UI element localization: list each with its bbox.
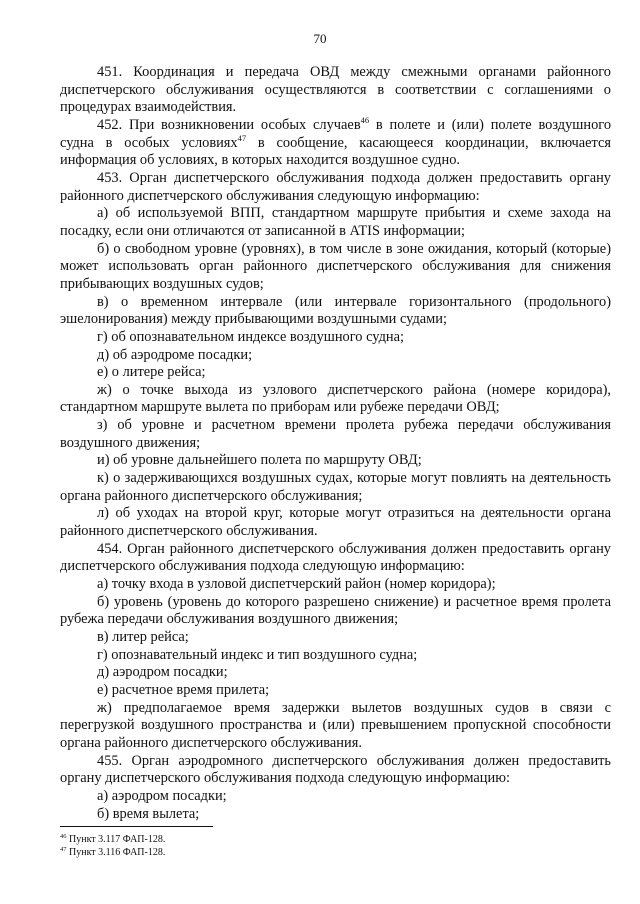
paragraph-453-item-l: л) об уходах на второй круг, которые могут отразиться на деятельности органа районного диспетчерского обслуживания. — [60, 505, 611, 540]
paragraph-454-item-e: е) расчетное время прилета; — [97, 681, 270, 698]
footnote-mark: 46 — [60, 833, 67, 840]
footnote-47 — [60, 846, 600, 859]
paragraph-455-item-b: б) время вылета; — [97, 805, 200, 822]
paragraph-452-text-c: в сообщение, касающееся координации, включается информация об условиях, в которых находится воздушное судно. — [60, 134, 612, 169]
footnote-ref-47: 47 — [237, 132, 247, 143]
paragraph-453-item-k: к) о задерживающихся воздушных судах, которые могут повлиять на деятельность органа районного диспетчерского обслуживания; — [60, 470, 611, 504]
paragraph-453-item-z: з) об уровне и расчетном времени пролета рубежа передачи обслуживания воздушного движения; — [60, 417, 611, 451]
footnote-ref-46: 46 — [360, 114, 370, 125]
paragraph-454: 454. Орган районного диспетчерского обслуживания должен предоставить органу диспетчерского обслуживания подхода следующую информацию: — [60, 540, 611, 575]
paragraph-454-item-g: г) опознавательный индекс и тип воздушного судна; — [97, 646, 418, 663]
footnote-46 — [60, 833, 600, 846]
paragraph-453-item-d: д) об аэродроме посадки; — [97, 346, 253, 363]
paragraph-453-item-g: г) об опознавательном индексе воздушного судна; — [97, 328, 404, 345]
paragraph-453-item-i: и) об уровне дальнейшего полета по маршруту ОВД; — [97, 452, 422, 469]
paragraph-452 — [60, 114, 612, 170]
paragraph-454-item-zh: ж) предполагаемое время задержки вылетов воздушных судов в связи с перегрузкой воздушного пространства и (или) превышением пропускной способности органа районного диспетчерского обслуживания. — [60, 699, 611, 751]
paragraph-454-item-v: в) литер рейса; — [97, 629, 189, 645]
paragraph-454-item-b: б) уровень (уровень до которого разрешено снижение) и расчетное время пролета рубежа передачи обслуживания воздушного движения; — [60, 593, 611, 628]
paragraph-453-item-e: е) о литере рейса; — [97, 364, 206, 381]
footnote-text: Пункт 3.117 ФАП-128. — [66, 834, 166, 845]
paragraph-452-text-b: в полете и (или) полете воздушного судна в особых условиях — [60, 116, 612, 151]
paragraph-453-item-a: а) об используемой ВПП, стандартном маршруте прибытия и схеме захода на посадку, если они отличаются от записанной в ATIS информации; — [60, 205, 611, 239]
paragraph-455-item-a: а) аэродром посадки; — [97, 787, 227, 804]
paragraph-451: 451. Координация и передача ОВД между смежными органами районного диспетчерского обслуживания осуществляются в соответствии с соглашениями о процедурах взаимодействия. — [60, 64, 611, 116]
paragraph-453-item-b: б) о свободном уровне (уровнях), в том числе в зоне ожидания, который (которые) может использовать орган районного диспетчерского обслуживания для снижения прибывающих воздушных судов; — [60, 240, 611, 292]
paragraph-453-item-zh: ж) о точке выхода из узлового диспетчерского района (номере коридора), стандартном маршруте вылета по приборам или рубеже передачи ОВД; — [60, 381, 611, 416]
footnote-text: Пункт 3.116 ФАП-128. — [66, 847, 166, 858]
paragraph-452-text-a: 452. При возникновении особых случаев — [97, 116, 361, 133]
paragraph-454-item-a: а) точку входа в узловой диспетчерский район (номер коридора); — [97, 576, 496, 593]
footnote-divider — [60, 826, 213, 827]
paragraph-453: 453. Орган диспетчерского обслуживания подхода должен предоставить органу районного диспетчерского обслуживания следующую информацию: — [60, 169, 611, 204]
paragraph-454-item-d: д) аэродром посадки; — [97, 664, 228, 681]
footnotes — [60, 833, 600, 859]
paragraph-453-item-v: в) о временном интервале (или интервале горизонтального (продольного) эшелонирования) между прибывающими воздушными судами; — [60, 293, 611, 328]
document-body — [60, 64, 611, 823]
page-number: 70 — [313, 31, 327, 46]
paragraph-455: 455. Орган аэродромного диспетчерского обслуживания должен предоставить органу диспетчерского обслуживания подхода следующую информацию: — [60, 752, 611, 787]
footnote-mark: 47 — [60, 846, 67, 853]
